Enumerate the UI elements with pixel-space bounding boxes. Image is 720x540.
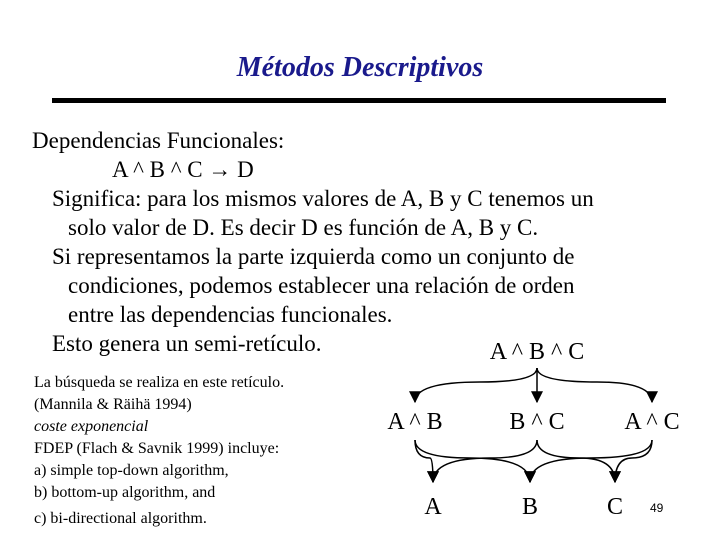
lattice-node-bottom: B	[521, 494, 539, 520]
text-line: solo valor de D. Es decir D es función de A, B y C.	[68, 215, 539, 240]
note-line: b) bottom-up algorithm, and	[34, 484, 216, 501]
lattice-edge	[415, 368, 537, 402]
lattice-edge	[615, 440, 652, 482]
note-line: La búsqueda se realiza en este retículo.	[34, 374, 285, 391]
lattice-node-bottom: A	[424, 494, 442, 520]
formula: A ^ B ^ C → D	[112, 157, 254, 182]
lattice-edge	[433, 440, 537, 482]
lattice-node-middle: A ^ B	[387, 409, 443, 435]
lattice-edge	[530, 440, 652, 482]
page-title: Métodos Descriptivos	[236, 52, 484, 83]
lattice-node-bottom: C	[606, 494, 624, 520]
note-line: c) bi-directional algorithm.	[34, 510, 207, 527]
note-line: FDEP (Flach & Savnik 1999) incluye:	[34, 440, 280, 457]
lattice-edge	[537, 368, 652, 402]
text-line: entre las dependencias funcionales.	[68, 302, 393, 327]
page-number: 49	[650, 501, 664, 515]
lattice-node-middle: B ^ C	[509, 409, 565, 435]
section-heading: Dependencias Funcionales:	[32, 128, 285, 153]
text-line: Si representamos la parte izquierda como un conjunto de	[52, 244, 575, 269]
note-line: coste exponencial	[34, 418, 149, 435]
lattice-node-top: A ^ B ^ C	[489, 339, 585, 365]
text-line: Esto genera un semi-retículo.	[52, 331, 322, 356]
lattice-node-middle: A ^ C	[624, 409, 680, 435]
text-line: Significa: para los mismos valores de A, B y C tenemos un	[52, 186, 594, 211]
text-line: condiciones, podemos establecer una relación de orden	[68, 273, 575, 298]
note-line: a) simple top-down algorithm,	[34, 462, 229, 479]
note-line: (Mannila & Räihä 1994)	[34, 396, 192, 413]
lattice-edge	[537, 440, 615, 482]
